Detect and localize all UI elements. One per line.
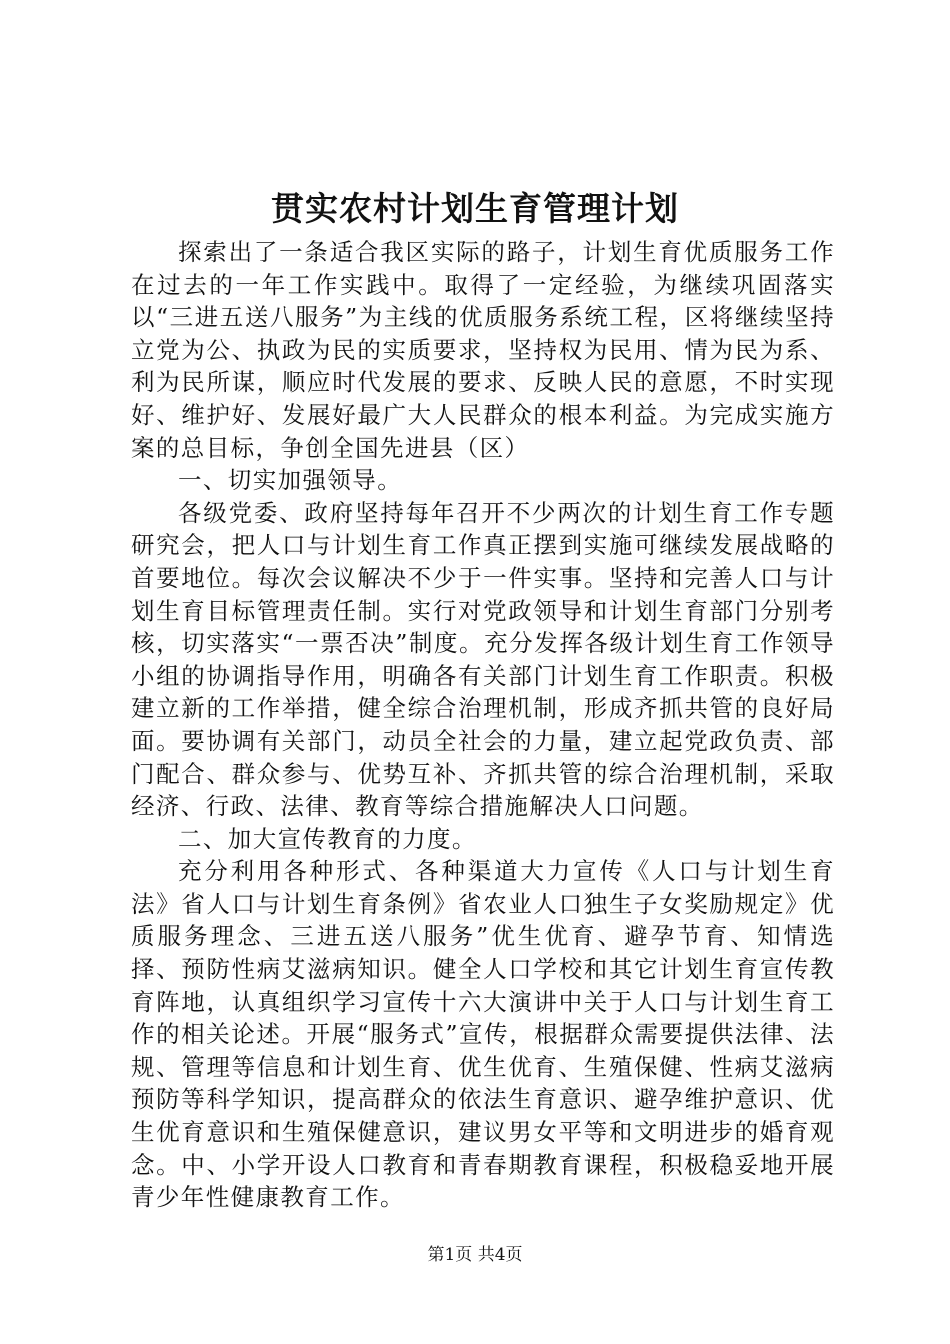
page-number-footer: 第1页 共4页 [427, 1245, 523, 1265]
section-heading-publicity: 二、加大宣传教育的力度。 [178, 824, 477, 853]
section-heading-leadership: 一、切实加强领导。 [178, 466, 403, 495]
paragraph-leadership: 各级党委、政府坚持每年召开不少两次的计划生育工作专题研究会，把人口与计划生育工作真正摆到实施可继续发展战略的首要地位。每次会议解决不少于一件实事。坚持和完善人口与计划生育目标管理责任制。实行对党政领导和计划生育部门分别考核，切实落实“一票否决”制度。充分发挥各级计划生育工作领导小组的协调指导作用，明确各有关部门计划生育工作职责。积极建立新的工作举措，健全综合治理机制，形成齐抓共管的良好局面。要协调有关部门，动员全社会的力量，建立起党政负责、部门配合、群众参与、优势互补、齐抓共管的综合治理机制，采取经济、行政、法律、教育等综合措施解决人口问题。 [131, 498, 835, 821]
document-body [131, 236, 835, 1214]
paragraph-publicity: 充分利用各种形式、各种渠道大力宣传《人口与计划生育法》省人口与计划生育条例》省农业人口独生子女奖励规定》优质服务理念、三进五送八服务”优生优育、避孕节育、知情选择、预防性病艾滋病知识。健全人口学校和其它计划生育宣传教育阵地，认真组织学习宣传十六大演讲中关于人口与计划生育工作的相关论述。开展“服务式”宣传，根据群众需要提供法律、法规、管理等信息和计划生育、优生优育、生殖保健、性病艾滋病预防等科学知识，提高群众的依法生育意识、避孕维护意识、优生优育意识和生殖保健意识，建议男女平等和文明进步的婚育观念。中、小学开设人口教育和青春期教育课程，积极稳妥地开展青少年性健康教育工作。 [131, 857, 835, 1212]
paragraph-intro: 探索出了一条适合我区实际的路子，计划生育优质服务工作在过去的一年工作实践中。取得了一定经验，为继续巩固落实以“三进五送八服务”为主线的优质服务系统工程，区将继续坚持立党为公、执政为民的实质要求，坚持权为民用、情为民为系、利为民所谋，顺应时代发展的要求、反映人民的意愿，不时实现好、维护好、发展好最广大人民群众的根本利益。为完成实施方案的总目标，争创全国先进县（区） [131, 238, 835, 462]
document-title: 贯实农村计划生育管理计划 [271, 189, 679, 228]
